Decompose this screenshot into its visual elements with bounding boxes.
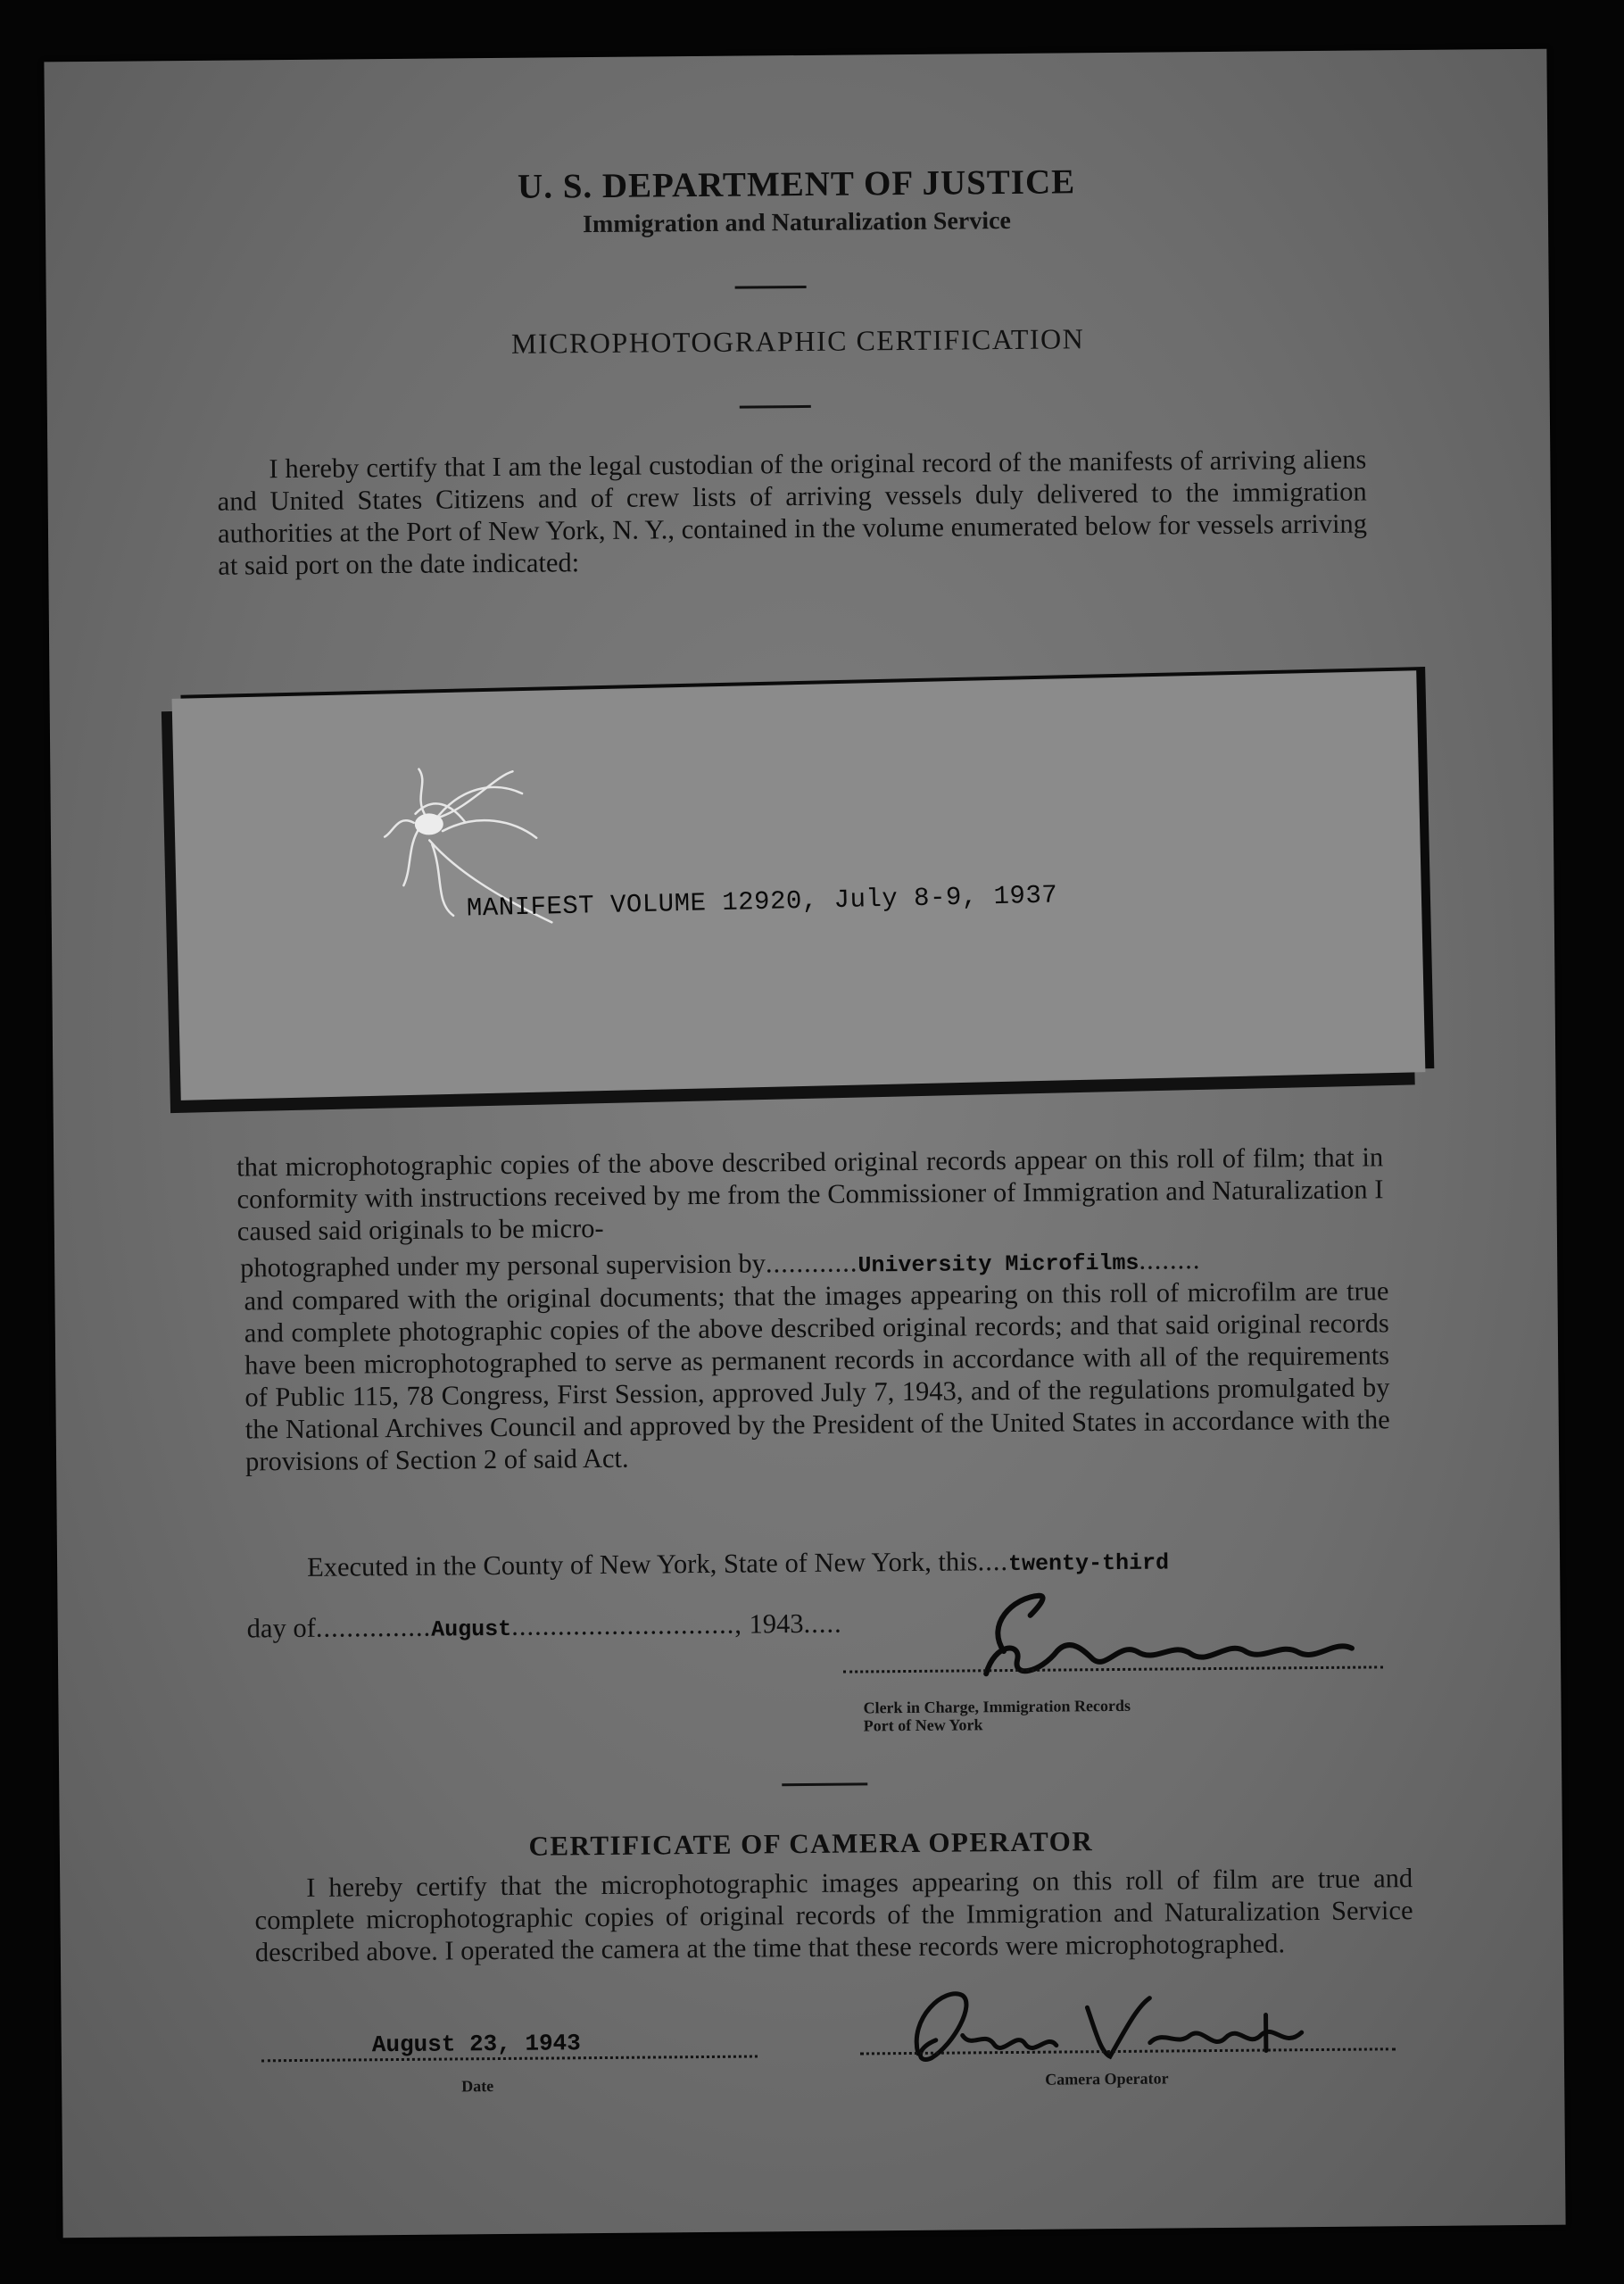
year-value: 1943 (749, 1608, 804, 1640)
executed-day: twenty-third (1007, 1549, 1170, 1578)
volume-slip (172, 670, 1426, 1100)
body-paragraph-part1: that microphotographic copies of the above described original records appear on this roll of film; that in conformity with instructions received by me from the Commissioner of Immigration and Naturalization I caused said originals to be micro- (236, 1142, 1384, 1247)
divider (735, 286, 807, 289)
microfilm-company: University Microfilms (858, 1250, 1139, 1279)
day-of-line: day of...............August............................., 1943..... (246, 1607, 842, 1644)
month-value: August (431, 1615, 512, 1643)
camera-operator-signature (864, 1979, 1364, 2072)
divider (740, 405, 811, 409)
camera-operator-label: Camera Operator (1045, 2069, 1169, 2089)
camera-date-label: Date (461, 2077, 494, 2096)
clerk-location: Port of New York (863, 1715, 983, 1735)
executed-prefix: Executed in the County of New York, State of New York, this (306, 1546, 978, 1582)
manifest-volume-text: MANIFEST VOLUME 12920, July 8-9, 1937 (466, 880, 1058, 924)
day-of-label: day of (246, 1612, 316, 1644)
certificate-sheet (44, 49, 1565, 2238)
certification-title: MICROPHOTOGRAPHIC CERTIFICATION (510, 322, 1085, 360)
body-paragraph-part2: and compared with the original documents; that the images appearing on this roll of microfilm are true and complete photographic copies of the above described original records; and that said original records have been microphotographed to serve as permanent records in accordance with all of the requirements of Public 115, 78 Congress, First Session, approved July 7, 1943, and of the regulations promulgated by the National Archives Council and approved by the President of the United States in accordance with the provisions of Section 2 of said Act. (244, 1275, 1390, 1477)
camera-certificate-title: CERTIFICATE OF CAMERA OPERATOR (528, 1825, 1094, 1862)
clerk-title: Clerk in Charge, Immigration Records (863, 1696, 1131, 1717)
divider (782, 1782, 867, 1786)
department-heading: U. S. DEPARTMENT OF JUSTICE (517, 162, 1076, 206)
clerk-signature (914, 1585, 1414, 1688)
supervision-prefix: photographed under my personal supervision by (240, 1248, 766, 1283)
service-subheading: Immigration and Naturalization Service (582, 206, 1012, 239)
executed-line: Executed in the County of New York, State of New York, this....twenty-third (306, 1546, 1170, 1582)
supervision-line: photographed under my personal supervision by............University Microfilms........ (240, 1244, 1201, 1283)
camera-paragraph: I hereby certify that the microphotographic images appearing on this roll of film are true and complete microphotographic copies of original records of the Immigration and Naturalization Service described above. I operated the camera at the time that these records were microphotographed. (254, 1863, 1413, 1968)
intro-paragraph: I hereby certify that I am the legal custodian of the original record of the manifests of arriving aliens and United States Citizens and of crew lists of arriving vessels duly delivered to the immigration authorities at the Port of New York, N. Y., contained in the volume enumerated below for vessels arriving at said port on the date indicated: (217, 444, 1368, 581)
camera-date-value: August 23, 1943 (371, 2030, 581, 2059)
